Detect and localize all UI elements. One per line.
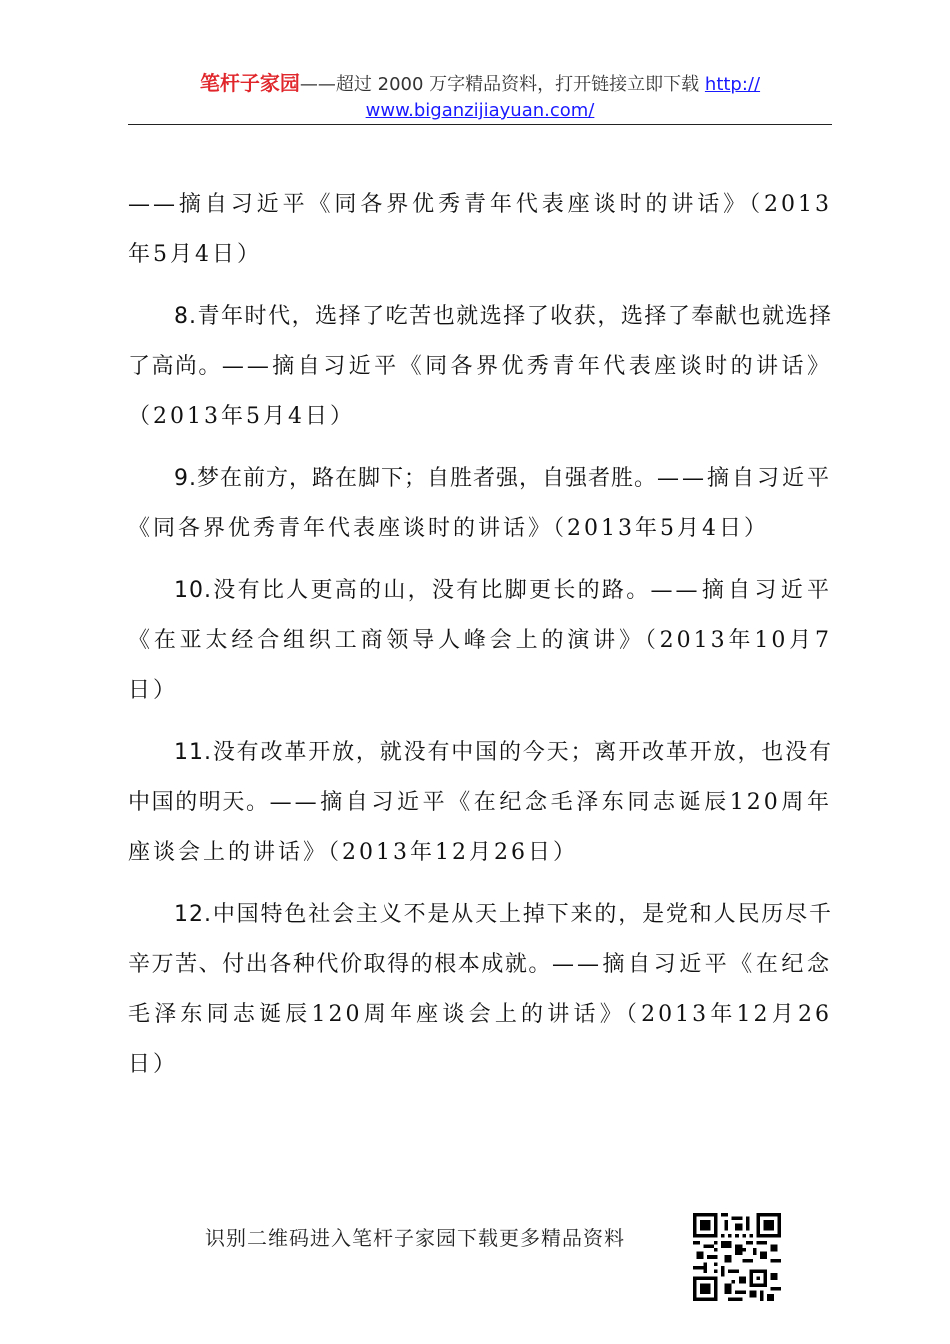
- header-divider: [128, 124, 832, 125]
- quote-source: ——摘自习近平《在纪念毛泽东同志诞辰120周年座谈会上的讲话》（2013年12月26日）: [128, 952, 832, 1077]
- paragraph: [128, 292, 832, 442]
- quote-source: ——摘自习近平《同各界优秀青年代表座谈时的讲话》（2013年5月4日）: [128, 466, 833, 541]
- document-body: [128, 180, 832, 1102]
- page-header: [128, 70, 832, 124]
- header-link-part2[interactable]: www.biganzijiayuan.com/: [365, 100, 595, 121]
- brand-name: 笔杆子家园: [199, 71, 300, 95]
- header-link-part1[interactable]: http://: [704, 74, 761, 95]
- qr-code-icon[interactable]: [693, 1213, 781, 1301]
- header-tagline: ——超过 2000 万字精品资料，打开链接立即下载: [299, 74, 705, 95]
- quote-text: 8.青年时代，选择了吃苦也就选择了收获，选择了奉献也就选择了高尚。: [128, 304, 832, 379]
- quote-source: ——摘自习近平《同各界优秀青年代表座谈时的讲话》（2013年5月4日）: [128, 354, 832, 429]
- quote-source: ——摘自习近平《同各界优秀青年代表座谈时的讲话》（2013年5月4日）: [128, 192, 832, 267]
- paragraph: [128, 890, 832, 1090]
- paragraph: [128, 180, 832, 280]
- paragraph: [128, 566, 832, 716]
- quote-text: 9.梦在前方，路在脚下；自胜者强，自强者胜。: [174, 466, 657, 491]
- quote-text: 10.没有比人更高的山，没有比脚更长的路。: [174, 578, 651, 603]
- quote-source: ——摘自习近平《在亚太经合组织工商领导人峰会上的演讲》（2013年10月7日）: [128, 578, 832, 703]
- footer-caption: 识别二维码进入笔杆子家园下载更多精品资料: [205, 1226, 625, 1250]
- quote-text: 12.中国特色社会主义不是从天上掉下来的，是党和人民历尽千辛万苦、付出各种代价取得的根本成就。: [128, 902, 832, 977]
- paragraph: [128, 728, 832, 878]
- quote-source: ——摘自习近平《在纪念毛泽东同志诞辰120周年座谈会上的讲话》（2013年12月26日）: [128, 790, 832, 865]
- quote-text: 11.没有改革开放，就没有中国的今天；离开改革开放，也没有中国的明天。: [128, 740, 832, 815]
- paragraph: [128, 454, 832, 554]
